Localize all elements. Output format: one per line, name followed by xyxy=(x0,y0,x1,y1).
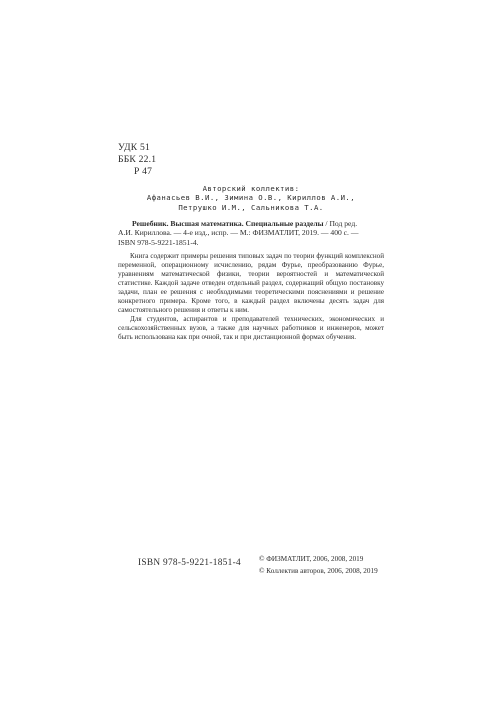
editor-info: / Под ред. xyxy=(323,219,358,228)
classification-block xyxy=(118,142,156,179)
abstract-paragraph-1: Книга содержит примеры решения типовых задач по теории функций комплексной переменной, операционному исчислению, рядам Фурье, преобразованию Фурье, уравнениям математической физики, теории вероятностей и математической статистике. Каждой задаче отведен отдельный раздел, содержащий общую постановку задачи, план ее решения с необходимыми теоретическими пояснениями и решение конкретного примера. Кроме того, в каждый раздел включены десять задач для самостоятельного решения и ответы к ним. xyxy=(118,252,384,314)
author-mark: Р 47 xyxy=(134,166,153,178)
copyright-authors: © Коллектив авторов, 2006, 2008, 2019 xyxy=(259,567,378,576)
isbn-footer: ISBN 978-5-9221-1851-4 xyxy=(138,558,241,568)
udk-code: УДК 51 xyxy=(118,142,150,153)
bbk-code: ББК 22.1 xyxy=(118,154,157,166)
copyright-publisher: © ФИЗМАТЛИТ, 2006, 2008, 2019 xyxy=(259,555,364,563)
authors-block xyxy=(118,184,384,212)
isbn-inline: ISBN 978-5-9221-1851-4. xyxy=(118,237,199,247)
copyright-block xyxy=(259,553,378,577)
authors-heading: Авторский коллектив: xyxy=(202,184,300,193)
authors-line-2: Петрушко И.М., Сальникова Т.А. xyxy=(178,202,324,212)
abstract xyxy=(118,252,384,342)
edition-publisher-info: А.И. Кириллова. — 4-е изд., испр. — М.: ФИЗМАТЛИТ, 2019. — 400 с. — xyxy=(118,228,359,238)
bibliographic-description xyxy=(118,219,384,247)
authors-line-1: Афанасьев В.И., Зимина О.В., Кириллов А.И., xyxy=(146,193,356,203)
abstract-paragraph-2: Для студентов, аспирантов и преподавателей технических, экономических и сельскохозяйственных вузов, а также для научных работников и инженеров, может быть использована как при очной, так и при дистанционной формах обучения. xyxy=(118,315,384,341)
book-title: Решебник. Высшая математика. Специальные разделы xyxy=(132,219,324,228)
